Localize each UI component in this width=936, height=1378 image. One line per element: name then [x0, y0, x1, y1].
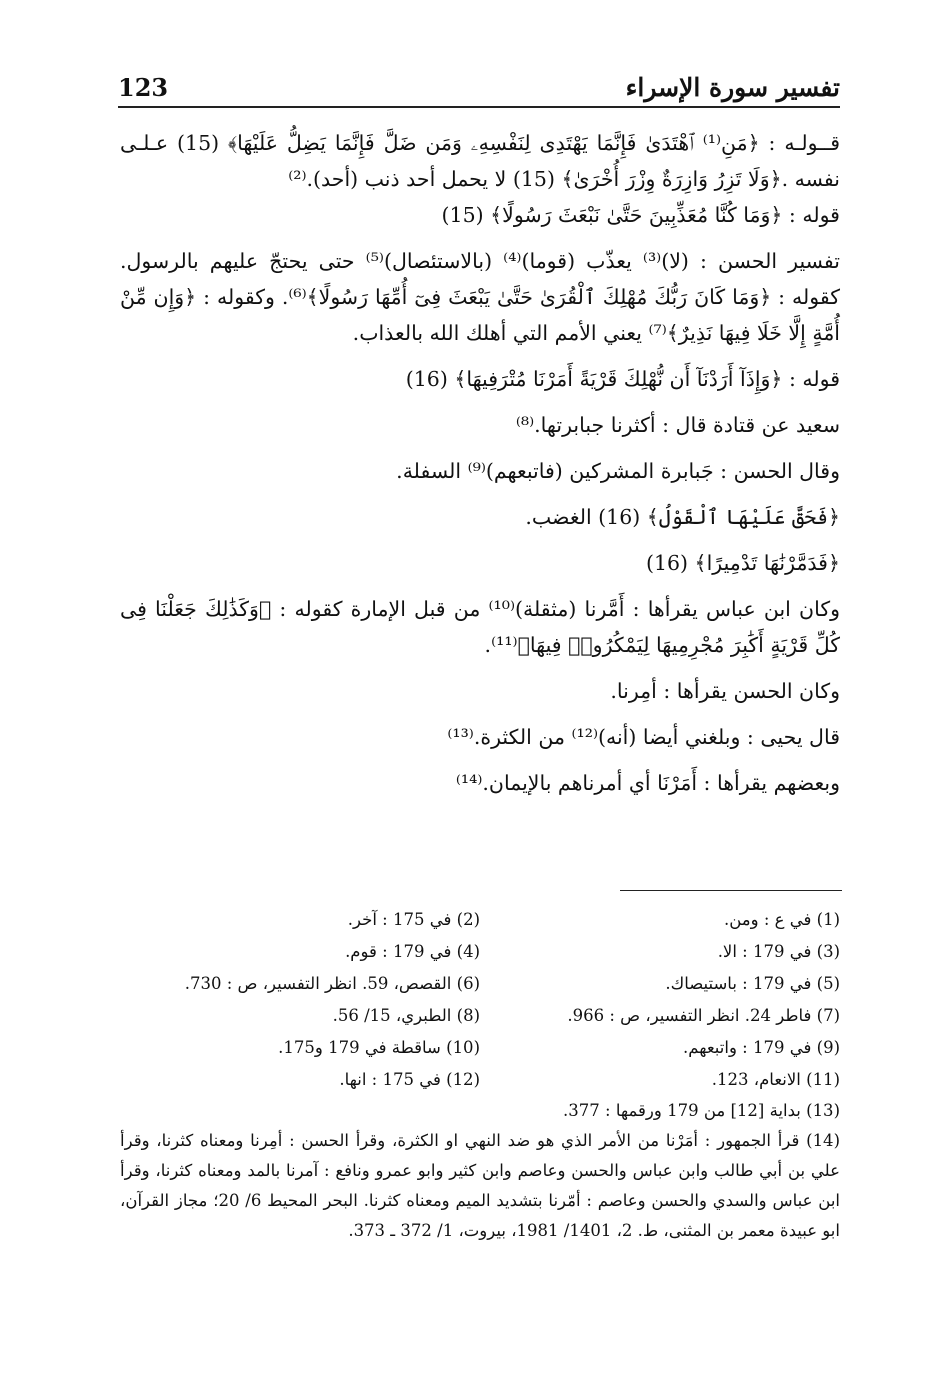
paragraph-9: وكان ابن عباس يقرأها : أَمَّرنا (مثقلة)⁽¹⁰⁾ من قبل الإمارة كقوله : ﴿وَكَذَٰلِكَ جَعَلْنَا فِى كُلِّ قَرْيَةٍ أَكَٰبِرَ مُجْرِمِيهَا لِيَمْكُرُوا۟ فِيهَا﴾⁽¹¹⁾. [120, 597, 840, 657]
page-number: 123 [118, 73, 169, 102]
footnote-4: (4) في 179 : قوم. [345, 942, 480, 961]
paragraph-11: قال يحيى : وبلغني أيضا (أنه)⁽¹²⁾ من الكثرة.⁽¹³⁾ [447, 725, 840, 749]
paragraph-12: وبعضهم يقرأها : أَمَرْنَا أي أمرناهم بالإيمان.⁽¹⁴⁾ [455, 771, 840, 795]
paragraph-5: سعيد عن قتادة قال : أكثرنا جبابرتها.⁽⁸⁾ [515, 413, 840, 437]
footnote-6: (6) القصص، 59. انظر التفسير، ص : 730. [184, 974, 480, 993]
paragraph-6: وقال الحسن : جَبابرة المشركين (فاتبعهم)⁽⁹⁾ السفلة. [396, 459, 840, 483]
footnote-13: (13) بداية [12] من 179 ورقمها : 377. [563, 1101, 840, 1120]
footnote-14: (14) قرأ الجمهور : أمَرْنا من الأمر الذي هو ضد النهي او الكثرة، وقرأ الحسن : أمِرنا ومعناه كثرنا، وقرأ علي بن أبي طالب وابن عباس والحسن وعاصم وابن كثير وابو عمرو ونافع : آمرنا بالمد ومعناه كثرنا، وقرأ ابن عباس والسدي والحسن وعاصم : أمّرنا بتشديد الميم ومعناه كثرنا. البحر المحيط 6/ 20؛ مجاز القرآن، ابو عبيدة معمر بن المثنى، ط. 2، 1401/ 1981، بيروت، 1/ 372 ـ 373. [120, 1131, 840, 1240]
paragraph-8: ﴿فَدَمَّرْنَٰهَا تَدْمِيرًا﴾ (16) [645, 551, 840, 575]
main-text [120, 125, 840, 801]
paragraph-7: ﴿فَحَقَّ عَلَيْهَا ٱلْقَوْلُ﴾ (16) الغضب. [525, 505, 840, 529]
paragraph-2: قوله : ﴿وَمَا كُنَّا مُعَذِّبِينَ حَتَّىٰ نَبْعَثَ رَسُولًا﴾ (15) [441, 203, 840, 227]
footnote-7: (7) فاطر 24. انظر التفسير، ص : 966. [567, 1006, 840, 1025]
footnote-10: (10) ساقطة في 179 و175. [278, 1038, 480, 1057]
footnote-5: (5) في 179 : باستيصاك. [665, 974, 840, 993]
paragraph-10: وكان الحسن يقرأها : أمِرنا. [610, 679, 840, 703]
footnote-8: (8) الطبري، 15/ 56. [332, 1006, 480, 1025]
footnote-9: (9) في 179 : واتبعهم. [683, 1038, 840, 1057]
footnote-3: (3) في 179 : الا. [717, 942, 840, 961]
footnote-2: (2) في 175 : آخر. [347, 910, 480, 929]
footnote-11: (11) الانعام، 123. [711, 1070, 840, 1089]
footnote-rule [620, 890, 842, 891]
paragraph-4: قوله : ﴿وَإِذَآ أَرَدْنَآ أَن نُّهْلِكَ قَرْيَةً أَمَرْنَا مُتْرَفِيهَا﴾ (16) [405, 367, 840, 391]
paragraph-3: تفسير الحسن : (لا)⁽³⁾ يعذّب (قوما)⁽⁴⁾ (بالاستئصال)⁽⁵⁾ حتى يحتجّ عليهم بالرسول. كقوله : ﴿وَمَا كَانَ رَبُّكَ مُهْلِكَ ٱلْقُرَىٰ حَتَّىٰ يَبْعَثَ فِىٓ أُمِّهَا رَسُولًا﴾⁽⁶⁾. وكقوله : ﴿وَإِن مِّنْ أُمَّةٍ إِلَّا خَلَا فِيهَا نَذِيرٌ﴾⁽⁷⁾ يعني الأمم التي أهلك الله بالعذاب. [120, 249, 841, 345]
paragraph-1: قــولـه : ﴿مَنِ⁽¹⁾ ٱهْتَدَىٰ فَإِنَّمَا يَهْتَدِى لِنَفْسِهِۦ وَمَن ضَلَّ فَإِنَّمَا يَضِلُّ عَلَيْهَا﴾ (15) عـلـى نفسه .﴿وَلَا تَزِرُ وَازِرَةٌ وِزْرَ أُخْرَىٰ﴾ (15) لا يحمل أحد ذنب (أحد).⁽²⁾ [120, 131, 841, 191]
footnote-12: (12) في 175 : انها. [339, 1070, 480, 1089]
footnotes [120, 904, 840, 1246]
chapter-title: تفسير سورة الإسراء [625, 73, 840, 102]
running-header [118, 66, 840, 102]
footnote-1: (1) في ع : ومن. [723, 910, 840, 929]
header-rule [118, 106, 840, 108]
